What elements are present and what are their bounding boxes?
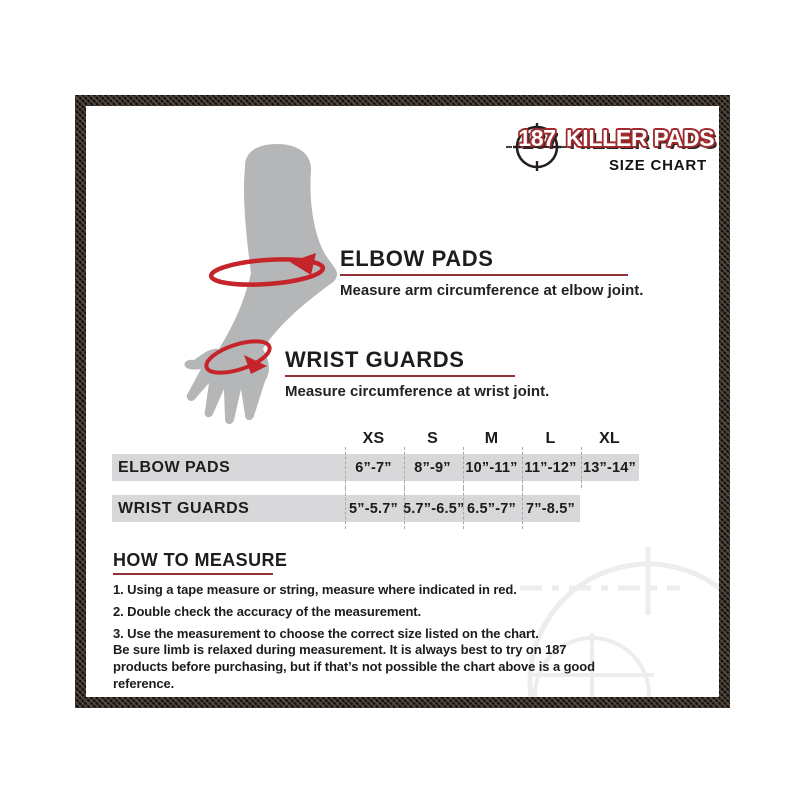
heading-underline (340, 274, 628, 276)
col-header-l: L (545, 430, 556, 447)
wrist-guards-instruction: Measure circumference at wrist joint. (285, 383, 550, 400)
column-divider (404, 447, 405, 488)
measure-note: Be sure limb is relaxed during measurement. It is always best to try on 187 products before purchasing, but if that’s not possible the chart above is a good reference. (113, 642, 595, 691)
elbow-pads-heading: ELBOW PADS (340, 246, 494, 271)
brand-number: 187 (518, 125, 556, 151)
how-to-measure-heading: HOW TO MEASURE (113, 550, 288, 570)
elbow-pads-instruction: Measure arm circumference at elbow joint. (340, 282, 644, 299)
size-chart-sheet (86, 106, 719, 697)
heading-underline (285, 375, 515, 377)
row-label: WRIST GUARDS (118, 499, 250, 517)
measure-step-2: 2. Double check the accuracy of the measurement. (113, 604, 422, 619)
wrist-size-s: 5.7”-6.5” (403, 500, 465, 517)
table-row-wrist-guards (112, 495, 580, 522)
measure-step-1: 1. Using a tape measure or string, measure where indicated in red. (113, 582, 517, 597)
elbow-size-xl: 13”-14” (583, 459, 636, 476)
table-row-elbow-pads (112, 454, 639, 481)
crosshair-dash-line (506, 146, 567, 148)
column-divider (463, 447, 464, 488)
column-divider (522, 488, 523, 529)
measure-step-3: 3. Use the measurement to choose the correct size listed on the chart. (113, 626, 539, 641)
column-divider (345, 447, 346, 488)
elbow-size-m: 10”-11” (465, 459, 518, 476)
heading-underline (113, 573, 273, 575)
elbow-size-xs: 6”-7” (355, 459, 392, 476)
size-table-header (112, 429, 639, 449)
elbow-size-l: 11”-12” (524, 459, 577, 476)
col-header-xl: XL (599, 430, 620, 447)
brand-name: KILLER PADS (566, 125, 715, 151)
column-divider (522, 447, 523, 488)
elbow-pads-section (340, 247, 643, 299)
measure-steps-list (113, 579, 539, 645)
column-divider (404, 488, 405, 529)
wrist-guards-heading: WRIST GUARDS (285, 347, 465, 372)
how-to-measure-section (113, 550, 287, 575)
row-label: ELBOW PADS (118, 458, 231, 476)
col-header-xs: XS (362, 430, 385, 447)
wrist-size-l: 7”-8.5” (526, 500, 575, 517)
column-divider (463, 488, 464, 529)
column-divider (581, 447, 582, 488)
carbon-frame (75, 95, 730, 708)
col-header-m: M (484, 430, 499, 447)
elbow-size-s: 8”-9” (414, 459, 451, 476)
col-header-s: S (427, 430, 438, 447)
wrist-size-m: 6.5”-7” (467, 500, 516, 517)
wrist-guards-section (285, 348, 549, 400)
wrist-size-xs: 5”-5.7” (349, 500, 398, 517)
sheet-title: SIZE CHART (609, 157, 707, 174)
column-divider (345, 488, 346, 529)
